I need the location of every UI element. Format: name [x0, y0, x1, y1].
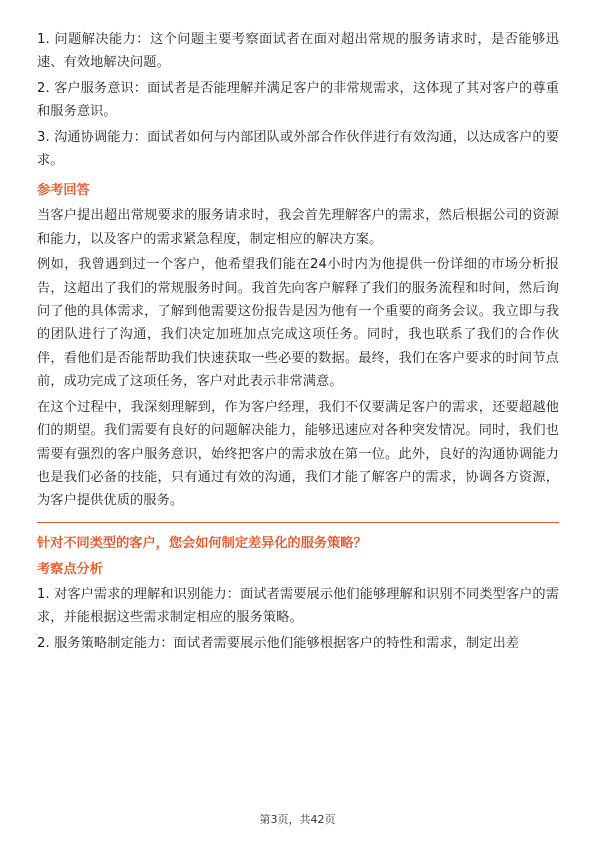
question-title: 针对不同类型的客户，您会如何制定差异化的服务策略？ — [37, 535, 367, 551]
section-divider — [37, 522, 559, 523]
answer-heading: 参考回答 — [37, 183, 90, 199]
analysis-heading: 考察点分析 — [37, 561, 103, 577]
answer-paragraph-3: 在这个过程中，我深刻理解到，作为客户经理，我们不仅要满足客户的需求，还要超越他们的期望。我们需要有良好的问题解决能力，能够迅速应对各种突发情况。同时，我们也需要有强烈的客户服务意识，始终把客户的需求放在第一位。此外，良好的沟通协调能力也是我们必备的技能，只有通过有效的沟通，我们才能了解客户的需求，协调各方资源，为客户提供优质的服务。 — [37, 399, 559, 509]
analysis-point-1: 1. 对客户需求的理解和识别能力：面试者需要展示他们能够理解和识别不同类型客户的需求，并能根据这些需求制定相应的服务策略。 — [37, 586, 559, 626]
page-content — [37, 28, 559, 657]
intro-point-2: 2. 客户服务意识：面试者是否能理解并满足客户的非常规需求，这体现了其对客户的尊重和服务意识。 — [37, 80, 559, 120]
answer-paragraph-2: 例如，我曾遇到过一个客户，他希望我们能在24小时内为他提供一份详细的市场分析报告，这超出了我们的常规服务时间。我首先向客户解释了我们的服务流程和时间，然后询问了他的具体需求，了解到他需要这份报告是因为他有一个重要的商务会议。我立即与我的团队进行了沟通，我们决定加班加点完成这项任务。同时，我也联系了我们的合作伙伴，看他们是否能帮助我们快速获取一些必要的数据。最终，我们在客户要求的时间节点前，成功完成了这项任务，客户对此表示非常满意。 — [37, 257, 559, 390]
intro-point-3: 3. 沟通协调能力：面试者如何与内部团队或外部合作伙伴进行有效沟通，以达成客户的要求。 — [37, 129, 559, 169]
answer-paragraph-1: 当客户提出超出常规要求的服务请求时，我会首先理解客户的需求，然后根据公司的资源和能力，以及客户的需求紧急程度，制定相应的解决方案。 — [37, 208, 559, 247]
intro-point-1: 1. 问题解决能力：这个问题主要考察面试者在面对超出常规的服务请求时，是否能够迅速、有效地解决问题。 — [37, 32, 559, 71]
page-footer: 第3页，共42页 — [259, 813, 336, 826]
analysis-point-2: 2. 服务策略制定能力：面试者需要展示他们能够根据客户的特性和需求，制定出差 — [37, 635, 520, 651]
